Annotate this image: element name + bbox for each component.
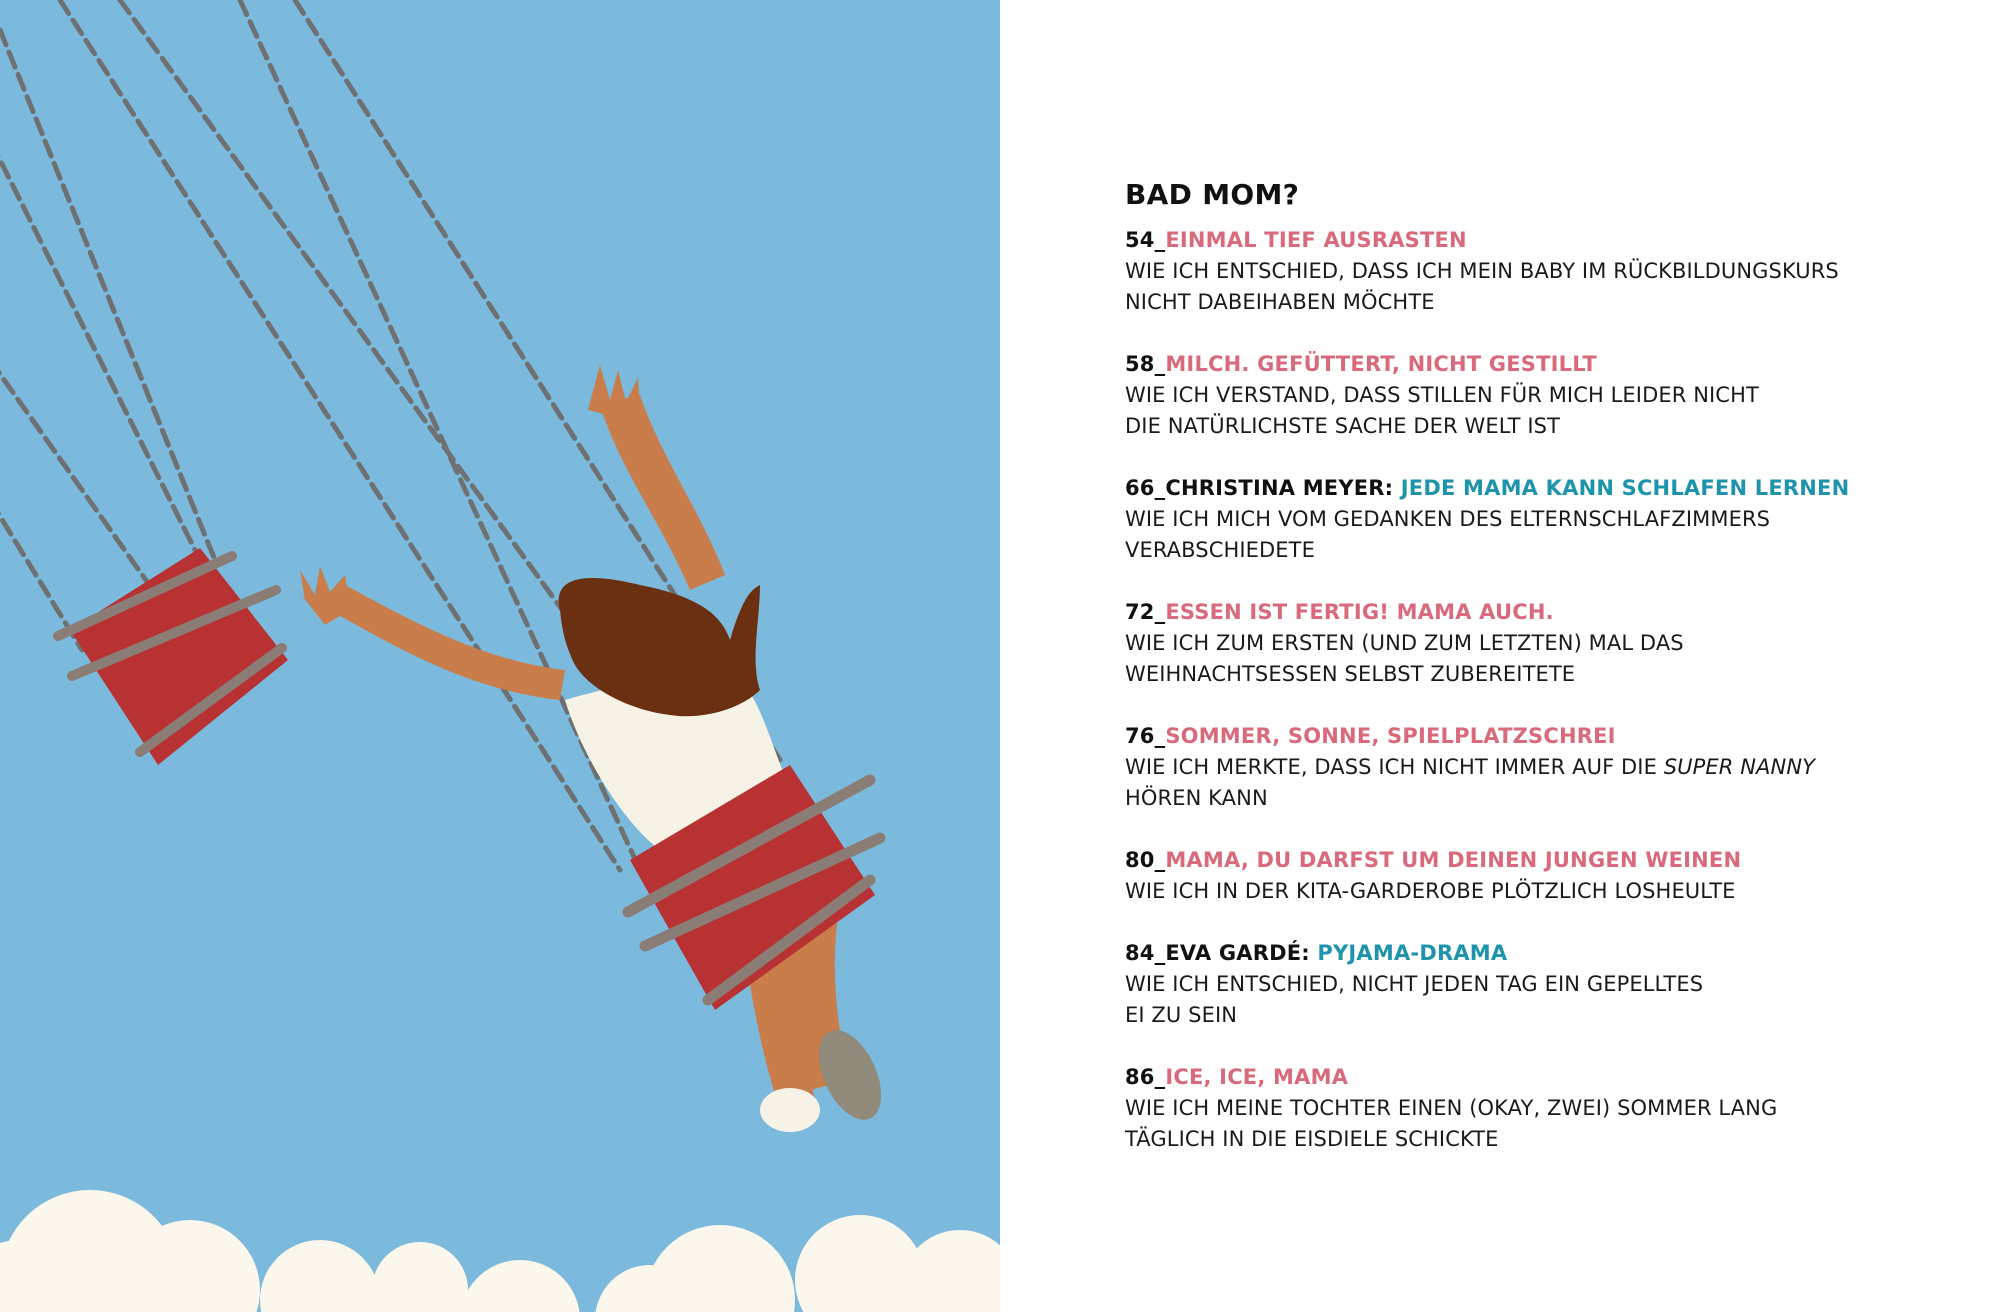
page-number: 76_	[1125, 724, 1166, 748]
page-number: 72_	[1125, 600, 1166, 624]
entry-title: ICE, ICE, MAMA	[1165, 1065, 1349, 1089]
subtitle-line: VERABSCHIEDETE	[1125, 538, 1315, 562]
page-number: 58_	[1125, 352, 1166, 376]
entry-title: EINMAL TIEF AUSRASTEN	[1165, 228, 1467, 252]
entry-author: CHRISTINA MEYER:	[1165, 476, 1401, 500]
entry-heading	[1125, 938, 1945, 969]
entry-heading	[1125, 349, 1945, 380]
subtitle-line: TÄGLICH IN DIE EISDIELE SCHICKTE	[1125, 1127, 1499, 1151]
entry-title: JEDE MAMA KANN SCHLAFEN LERNEN	[1400, 476, 1850, 500]
subtitle-line: WIE ICH ENTSCHIED, NICHT JEDEN TAG EIN GEPELLTES	[1125, 972, 1704, 996]
entry-subtitle	[1125, 752, 1945, 814]
toc-entry	[1125, 845, 1945, 907]
subtitle-line: HÖREN KANN	[1125, 786, 1268, 810]
subtitle-line: WIE ICH ENTSCHIED, DASS ICH MEIN BABY IM RÜCKBILDUNGSKURS	[1125, 259, 1839, 283]
subtitle-line: WIE ICH VERSTAND, DASS STILLEN FÜR MICH LEIDER NICHT	[1125, 383, 1759, 407]
entry-subtitle	[1125, 1093, 1945, 1155]
toc-page	[1000, 0, 2000, 1312]
subtitle-italic-text: SUPER NANNY	[1663, 755, 1816, 779]
page-number: 84_	[1125, 941, 1166, 965]
subtitle-line: WIE ICH MICH VOM GEDANKEN DES ELTERNSCHLAFZIMMERS	[1125, 507, 1771, 531]
entry-heading	[1125, 225, 1945, 256]
toc-entry	[1125, 597, 1945, 690]
entry-subtitle	[1125, 628, 1945, 690]
toc-entry	[1125, 349, 1945, 442]
entry-heading	[1125, 597, 1945, 628]
entry-title: PYJAMA-DRAMA	[1317, 941, 1508, 965]
page-number: 66_	[1125, 476, 1166, 500]
toc-entry	[1125, 473, 1945, 566]
toc-entry	[1125, 938, 1945, 1031]
entry-subtitle	[1125, 380, 1945, 442]
entry-subtitle	[1125, 876, 1945, 907]
toc-entry	[1125, 225, 1945, 318]
toc-entry	[1125, 721, 1945, 814]
table-of-contents	[1125, 178, 1945, 1186]
entry-subtitle	[1125, 969, 1945, 1031]
page-number: 54_	[1125, 228, 1166, 252]
entry-title: SOMMER, SONNE, SPIELPLATZSCHREI	[1165, 724, 1616, 748]
entry-title: MAMA, DU DARFST UM DEINEN JUNGEN WEINEN	[1165, 848, 1742, 872]
subtitle-line: WIE ICH IN DER KITA-GARDEROBE PLÖTZLICH LOSHEULTE	[1125, 879, 1736, 903]
entry-heading	[1125, 473, 1945, 504]
entry-subtitle	[1125, 256, 1945, 318]
subtitle-line: WEIHNACHTSESSEN SELBST ZUBEREITETE	[1125, 662, 1576, 686]
entry-author: EVA GARDÉ:	[1165, 941, 1318, 965]
entry-subtitle	[1125, 504, 1945, 566]
entry-heading	[1125, 845, 1945, 876]
subtitle-text: WIE ICH MERKTE, DASS ICH NICHT IMMER AUF DIE	[1125, 755, 1664, 779]
section-heading: BAD MOM?	[1125, 178, 1300, 211]
subtitle-line: NICHT DABEIHABEN MÖCHTE	[1125, 290, 1435, 314]
subtitle-line: EI ZU SEIN	[1125, 1003, 1238, 1027]
subtitle-line: WIE ICH ZUM ERSTEN (UND ZUM LETZTEN) MAL DAS	[1125, 631, 1684, 655]
subtitle-line: WIE ICH MEINE TOCHTER EINEN (OKAY, ZWEI) SOMMER LANG	[1125, 1096, 1778, 1120]
entry-heading	[1125, 721, 1945, 752]
page-number: 86_	[1125, 1065, 1166, 1089]
page-number: 80_	[1125, 848, 1166, 872]
toc-entry	[1125, 1062, 1945, 1155]
entry-title: MILCH. GEFÜTTERT, NICHT GESTILLT	[1165, 352, 1597, 376]
entry-heading	[1125, 1062, 1945, 1093]
entry-title: ESSEN IST FERTIG! MAMA AUCH.	[1165, 600, 1554, 624]
subtitle-line	[1125, 752, 1945, 783]
subtitle-line: DIE NATÜRLICHSTE SACHE DER WELT IST	[1125, 414, 1561, 438]
